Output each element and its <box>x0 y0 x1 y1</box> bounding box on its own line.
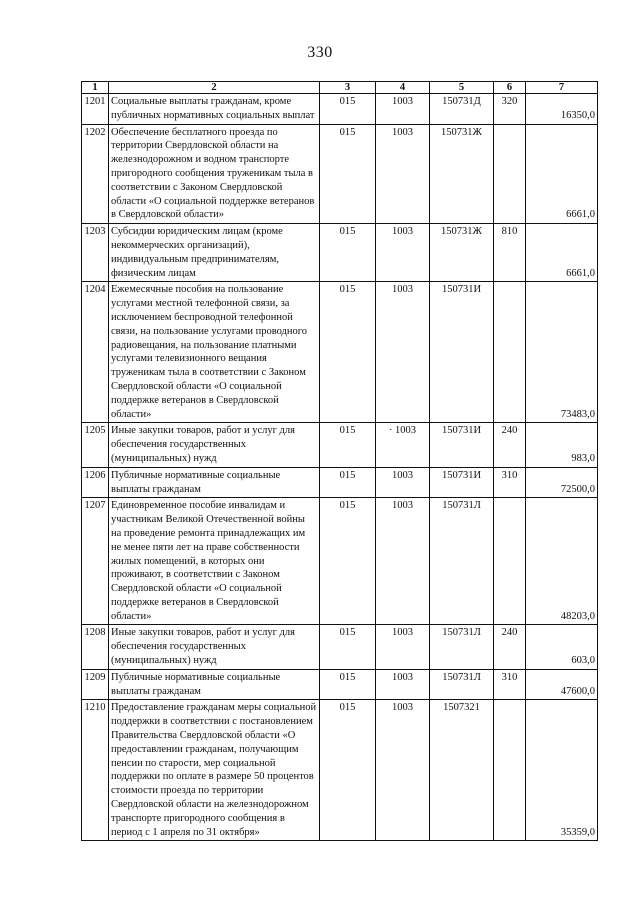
row-code-4: 1003 <box>376 282 430 423</box>
row-code-5: 150731Ж <box>430 224 494 282</box>
col-header-5: 5 <box>430 82 494 94</box>
row-amount: 72500,0 <box>526 467 598 498</box>
row-amount: 48203,0 <box>526 498 598 625</box>
row-description: Социальные выплаты гражданам, кроме публичных нормативных социальных выплат <box>109 94 320 125</box>
table-row <box>82 625 598 669</box>
header-row <box>82 82 598 94</box>
row-code-3: 015 <box>320 423 376 467</box>
table-row <box>82 467 598 498</box>
row-code-6 <box>494 498 526 625</box>
row-code-3: 015 <box>320 282 376 423</box>
row-amount: 16350,0 <box>526 94 598 125</box>
row-code-5: 150731И <box>430 282 494 423</box>
row-code-6: 310 <box>494 669 526 700</box>
row-number: 1204 <box>82 282 109 423</box>
row-code-4: 1003 <box>376 124 430 224</box>
row-amount: 6661,0 <box>526 124 598 224</box>
col-header-2: 2 <box>109 82 320 94</box>
row-description: Публичные нормативные социальные выплаты гражданам <box>109 467 320 498</box>
row-code-5: 150731И <box>430 467 494 498</box>
row-amount: 6661,0 <box>526 224 598 282</box>
row-code-3: 015 <box>320 224 376 282</box>
row-code-6 <box>494 700 526 841</box>
row-code-6: 240 <box>494 625 526 669</box>
row-code-3: 015 <box>320 124 376 224</box>
row-code-3: 015 <box>320 498 376 625</box>
row-number: 1202 <box>82 124 109 224</box>
row-description: Субсидии юридическим лицам (кроме некоммерческих организаций), индивидуальным предпринимателям, физическим лицам <box>109 224 320 282</box>
row-code-6: 810 <box>494 224 526 282</box>
row-code-4: 1003 <box>376 625 430 669</box>
row-code-5: 1507321 <box>430 700 494 841</box>
row-code-3: 015 <box>320 625 376 669</box>
row-description: Иные закупки товаров, работ и услуг для обеспечения государственных (муниципальных) нужд <box>109 423 320 467</box>
row-code-5: 150731Л <box>430 625 494 669</box>
table-row <box>82 282 598 423</box>
row-amount: 73483,0 <box>526 282 598 423</box>
table-row <box>82 669 598 700</box>
row-description: Публичные нормативные социальные выплаты гражданам <box>109 669 320 700</box>
row-number: 1208 <box>82 625 109 669</box>
page-number: 330 <box>307 44 333 61</box>
row-description: Единовременное пособие инвалидам и участникам Великой Отечественной войны на проведение ремонта принадлежащих им не менее пяти лет на праве собственности жилых помещений, в которых они проживают, в соответствии с Законом Свердловской области «О социальной поддержке ветеранов в Свердловской области» <box>109 498 320 625</box>
row-code-3: 015 <box>320 700 376 841</box>
table-row <box>82 700 598 841</box>
row-code-4: 1003 <box>376 700 430 841</box>
col-header-6: 6 <box>494 82 526 94</box>
row-code-4: 1003 <box>376 94 430 125</box>
row-amount: 603,0 <box>526 625 598 669</box>
row-number: 1203 <box>82 224 109 282</box>
row-code-3: 015 <box>320 94 376 125</box>
row-code-4: 1003 <box>376 669 430 700</box>
row-code-5: 150731Л <box>430 498 494 625</box>
table-row <box>82 94 598 125</box>
row-code-6: 310 <box>494 467 526 498</box>
col-header-1: 1 <box>82 82 109 94</box>
row-code-6: 320 <box>494 94 526 125</box>
row-description: Ежемесячные пособия на пользование услугами местной телефонной связи, за исключением беспроводной телефонной связи, на пользование услугами проводного радиовещания, на пользование платными услугами телевизионного вещания труженикам тыла в соответствии с Законом Свердловской области «О социальной поддержке ветеранов в Свердловской области» <box>109 282 320 423</box>
table-row <box>82 124 598 224</box>
col-header-7: 7 <box>526 82 598 94</box>
table-row <box>82 224 598 282</box>
row-amount: 47600,0 <box>526 669 598 700</box>
row-code-5: 150731Д <box>430 94 494 125</box>
row-code-4: 1003 <box>376 498 430 625</box>
row-code-3: 015 <box>320 467 376 498</box>
row-code-6 <box>494 282 526 423</box>
row-number: 1206 <box>82 467 109 498</box>
row-description: Обеспечение бесплатного проезда по территории Свердловской области на железнодорожном и водном транспорте пригородного сообщения труженикам тыла в соответствии с Законом Свердловской области «О социальной поддержке ветеранов в Свердловской области» <box>109 124 320 224</box>
row-code-6: 240 <box>494 423 526 467</box>
row-description: Иные закупки товаров, работ и услуг для обеспечения государственных (муниципальных) нужд <box>109 625 320 669</box>
col-header-3: 3 <box>320 82 376 94</box>
budget-table <box>81 81 598 841</box>
row-code-4: 1003 <box>376 467 430 498</box>
row-code-5: 150731Л <box>430 669 494 700</box>
row-code-4: 1003 <box>376 224 430 282</box>
row-number: 1210 <box>82 700 109 841</box>
row-number: 1205 <box>82 423 109 467</box>
row-code-4: · 1003 <box>376 423 430 467</box>
col-header-4: 4 <box>376 82 430 94</box>
table-row <box>82 498 598 625</box>
row-number: 1209 <box>82 669 109 700</box>
row-code-5: 150731Ж <box>430 124 494 224</box>
table-row <box>82 423 598 467</box>
row-number: 1201 <box>82 94 109 125</box>
row-description: Предоставление гражданам меры социальной поддержки в соответствии с постановлением Правительства Свердловской области «О предоставлении гражданам, получающим пенсии по старости, мер социальной поддержки по оплате в размере 50 процентов стоимости проезда по территории Свердловской области на железнодорожном транспорте пригородного сообщения в период с 1 апреля по 31 октября» <box>109 700 320 841</box>
row-number: 1207 <box>82 498 109 625</box>
row-code-3: 015 <box>320 669 376 700</box>
row-amount: 35359,0 <box>526 700 598 841</box>
row-amount: 983,0 <box>526 423 598 467</box>
row-code-5: 150731И <box>430 423 494 467</box>
row-code-6 <box>494 124 526 224</box>
